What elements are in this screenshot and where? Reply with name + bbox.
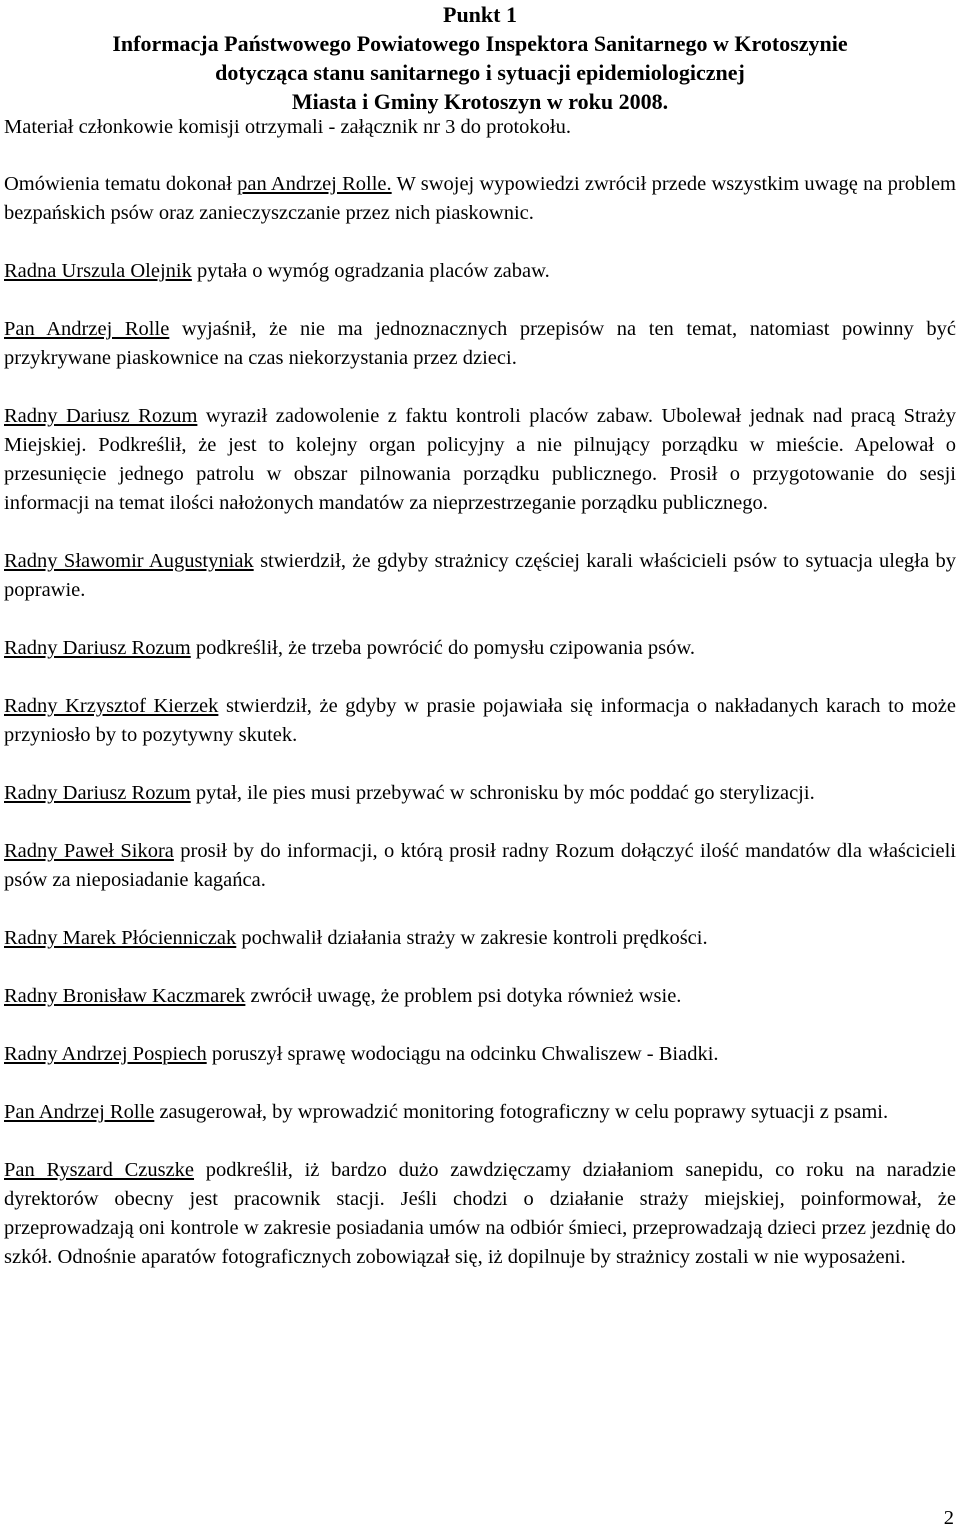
paragraph bbox=[4, 170, 956, 228]
paragraph bbox=[4, 257, 956, 286]
paragraph-text: wyjaśnił, że nie ma jednoznacznych przepisów na ten temat, natomiast powinny być przykrywane piaskownice na czas niekorzystania przez dzieci. bbox=[4, 318, 956, 369]
paragraph bbox=[4, 779, 956, 808]
paragraph-text: stwierdził, że gdyby strażnicy częściej karali właścicieli psów to sytuacja uległa by poprawie. bbox=[4, 550, 956, 601]
document-heading bbox=[0, 0, 960, 116]
speaker-name: Radny Bronisław Kaczmarek bbox=[4, 985, 246, 1007]
speaker-name: Radny Andrzej Pospiech bbox=[4, 1043, 207, 1065]
paragraph-text: pytał, ile pies musi przebywać w schronisku by móc poddać go sterylizacji. bbox=[190, 782, 815, 804]
heading-line-title: Informacja Państwowego Powiatowego Inspektora Sanitarnego w Krotoszynie bbox=[112, 31, 848, 56]
intro-paragraph: Materiał członkowie komisji otrzymali - załącznik nr 3 do protokołu. bbox=[4, 116, 572, 138]
heading-line-punkt: Punkt 1 bbox=[443, 2, 517, 27]
paragraph-text: podkreślił, że trzeba powrócić do pomysłu czipowania psów. bbox=[190, 637, 695, 659]
speaker-name: Radny Dariusz Rozum bbox=[4, 782, 191, 804]
paragraph-text: stwierdził, że gdyby w prasie pojawiała się informacja o nakładanych karach to może przyniosło by to pozytywny skutek. bbox=[4, 695, 956, 746]
speaker-name: Radny Krzysztof Kierzek bbox=[4, 695, 219, 717]
paragraph-text: pytała o wymóg ogradzania placów zabaw. bbox=[191, 260, 550, 282]
speaker-name: Radny Dariusz Rozum bbox=[4, 405, 198, 427]
paragraph bbox=[4, 1098, 956, 1127]
paragraph bbox=[4, 315, 956, 373]
speaker-name: Radna Urszula Olejnik bbox=[4, 260, 192, 282]
paragraph bbox=[4, 982, 956, 1011]
paragraph-text: Omówienia tematu dokonał bbox=[4, 173, 238, 195]
paragraph bbox=[4, 547, 956, 605]
paragraph-text: zwrócił uwagę, że problem psi dotyka również wsie. bbox=[245, 985, 682, 1007]
speaker-name: Radny Paweł Sikora bbox=[4, 840, 174, 862]
paragraph-text: prosił by do informacji, o którą prosił radny Rozum dołączyć ilość mandatów dla właścicieli psów za nieposiadanie kagańca. bbox=[4, 840, 956, 891]
paragraph-text: W swojej wypowiedzi zwrócił przede wszystkim uwagę na problem bezpańskich psów oraz zanieczyszczanie przez nich piaskownic. bbox=[4, 173, 956, 224]
speaker-name: Pan Andrzej Rolle bbox=[4, 1101, 155, 1123]
paragraph-text: zasugerował, by wprowadzić monitoring fotograficzny w celu poprawy sytuacji z psami. bbox=[154, 1101, 889, 1123]
page-number: 2 bbox=[943, 1507, 954, 1529]
heading-line-subtitle: dotycząca stanu sanitarnego i sytuacji epidemiologicznej bbox=[215, 60, 745, 85]
paragraph bbox=[4, 1156, 956, 1272]
paragraph bbox=[4, 692, 956, 750]
paragraph bbox=[4, 837, 956, 895]
speaker-name: Pan Ryszard Czuszke bbox=[4, 1159, 195, 1181]
paragraph-text: podkreślił, iż bardzo dużo zawdzięczamy działaniom sanepidu, co roku na naradzie dyrektorów obecny jest pracownik stacji. Jeśli chodzi o działanie straży miejskiej, poinformował, że przeprowadzają oni kontrole w zakresie posiadania umów na odbiór śmieci, przeprowadzają dzieci przez jezdnię do szkół. Odnośnie aparatów fotograficznych zobowiązał się, iż dopilnuje by strażnicy zostali w nie wyposażeni. bbox=[4, 1159, 956, 1268]
paragraph bbox=[4, 924, 956, 953]
paragraph bbox=[4, 634, 956, 663]
paragraph-text: wyraził zadowolenie z faktu kontroli placów zabaw. Ubolewał jednak nad pracą Straży Miejskiej. Podkreślił, że jest to kolejny organ policyjny a nie pilnujący porządku w mieście. Apelował o przesunięcie jednego patrolu w obszar pilnowania porządku publicznego. Prosił o przygotowanie do sesji informacji na temat ilości nałożonych mandatów za nieprzestrzeganie porządku publicznego. bbox=[4, 405, 956, 514]
paragraph bbox=[4, 1040, 956, 1069]
document-body bbox=[4, 113, 956, 1301]
paragraph bbox=[4, 402, 956, 518]
speaker-name: pan Andrzej Rolle. bbox=[237, 173, 392, 195]
speaker-name: Radny Dariusz Rozum bbox=[4, 637, 191, 659]
paragraph-text: pochwalił działania straży w zakresie kontroli prędkości. bbox=[236, 927, 708, 949]
speaker-name: Pan Andrzej Rolle bbox=[4, 318, 170, 340]
speaker-name: Radny Sławomir Augustyniak bbox=[4, 550, 254, 572]
paragraph-text: poruszył sprawę wodociągu na odcinku Chwaliszew - Biadki. bbox=[206, 1043, 719, 1065]
heading-line-scope: Miasta i Gminy Krotoszyn w roku 2008. bbox=[291, 89, 669, 114]
speaker-name: Radny Marek Płócienniczak bbox=[4, 927, 237, 949]
